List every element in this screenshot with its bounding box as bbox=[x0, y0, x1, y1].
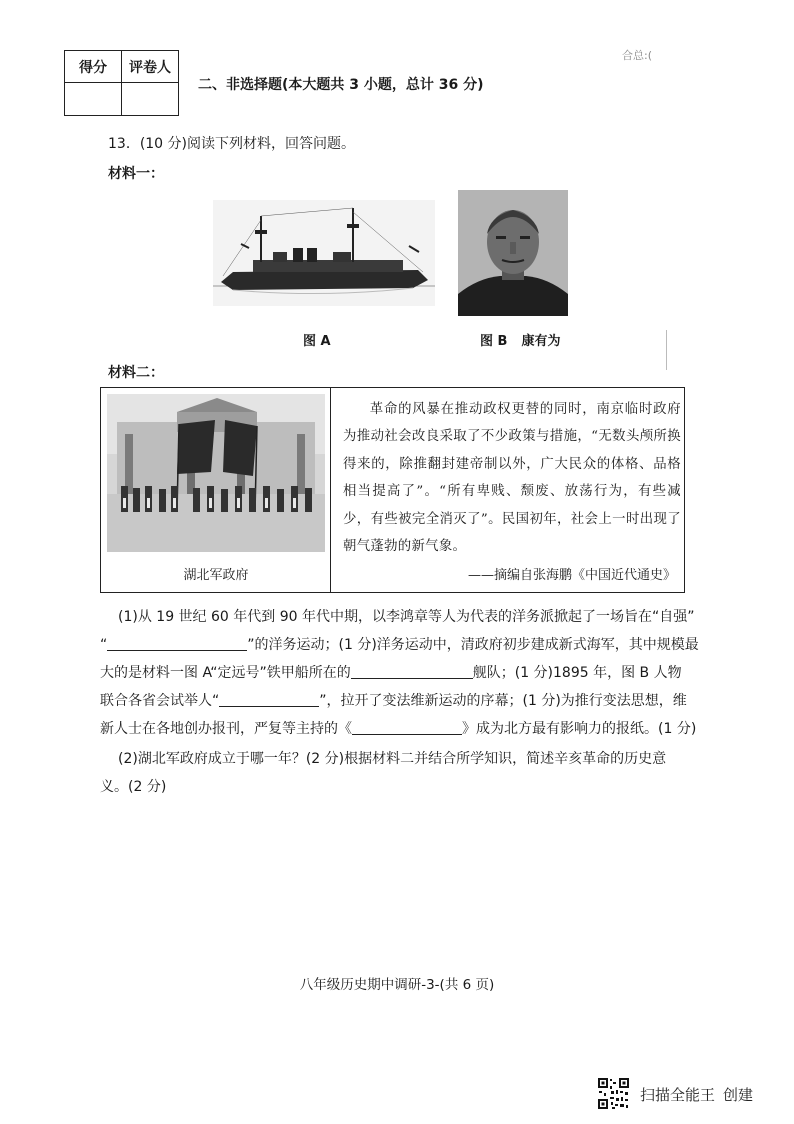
scanner-action: 创建 bbox=[723, 1086, 754, 1104]
figure-a-caption: 图 A bbox=[303, 334, 331, 349]
q2-line2: 义。(2 分) bbox=[100, 779, 167, 795]
blank-event-name[interactable] bbox=[219, 691, 319, 707]
q2-line1: (2)湖北军政府成立于哪一年？(2 分)根据材料二并结合所学知识，简述辛亥革命的历史意 bbox=[118, 751, 667, 767]
material2-text: 革命的风暴在推动政权更替的同时，南京临时政府为推动社会改良采取了不少政策与措施，“无数头颅所换得来的，除推翻封建帝制以外，广大民众的体格、品格相当提高了”。“所有卑贱、颓废、放荡行为，有些减少，有些被完全消灭了”。民国初年，社会上一时出现了朝气蓬勃的新气象。 bbox=[343, 402, 681, 555]
blank-fleet-name[interactable] bbox=[351, 663, 473, 679]
q1-line5: 新人士在各地创办报刊，严复等主持的《 》成为北方最有影响力的报纸。(1 分) bbox=[100, 721, 697, 737]
edge-line bbox=[666, 330, 667, 370]
ship-image bbox=[213, 200, 435, 306]
corner-mark: 合总:( bbox=[622, 49, 652, 62]
material2-box bbox=[100, 387, 685, 593]
portrait-image bbox=[458, 190, 568, 316]
blank-newspaper-name[interactable] bbox=[352, 719, 462, 735]
q1-line4: 联合各省会试举人“ ”，拉开了变法维新运动的序幕；(1 分)为推行变法思想，维 bbox=[100, 693, 687, 709]
figure-b-caption bbox=[480, 330, 560, 349]
material2-source: ——摘编自张海鹏《中国近代通史》 bbox=[467, 568, 676, 583]
q1-line2: “ ”的洋务运动；(1 分)洋务运动中，清政府初步建成新式海军，其中规模最 bbox=[100, 637, 699, 653]
score-header: 得分 bbox=[65, 51, 122, 83]
photo-caption: 湖北军政府 bbox=[183, 568, 249, 583]
blank-movement-slogan[interactable] bbox=[107, 635, 247, 651]
q1-line3: 大的是材料一图 A“定远号”铁甲船所在的 舰队；(1 分)1895 年，图 B 人物 bbox=[100, 665, 682, 681]
material2-label: 材料二： bbox=[108, 365, 164, 381]
grader-header: 评卷人 bbox=[122, 51, 179, 83]
question-intro: 13．(10 分)阅读下列材料，回答问题。 bbox=[108, 136, 356, 152]
hubei-government-photo bbox=[107, 394, 325, 552]
page-footer: 八年级历史期中调研-3-(共 6 页) bbox=[299, 977, 495, 993]
section-title: 二、非选择题(本大题共 3 小题，总计 36 分) bbox=[198, 77, 484, 93]
figure-b-label: 图 B bbox=[480, 334, 508, 349]
grader-cell[interactable] bbox=[122, 83, 179, 116]
score-cell[interactable] bbox=[65, 83, 122, 116]
material2-photo-cell bbox=[101, 388, 331, 592]
q1-line1: (1)从 19 世纪 60 年代到 90 年代中期，以李鸿章等人为代表的洋务派掀起了一场旨在“自强” bbox=[118, 609, 695, 625]
figure-b-name: 康有为 bbox=[521, 334, 561, 349]
score-table bbox=[64, 50, 179, 116]
scanner-watermark bbox=[640, 1084, 753, 1105]
qr-code-icon bbox=[597, 1077, 630, 1110]
scanner-app-name: 扫描全能王 bbox=[640, 1086, 716, 1104]
material1-label: 材料一： bbox=[108, 166, 164, 182]
